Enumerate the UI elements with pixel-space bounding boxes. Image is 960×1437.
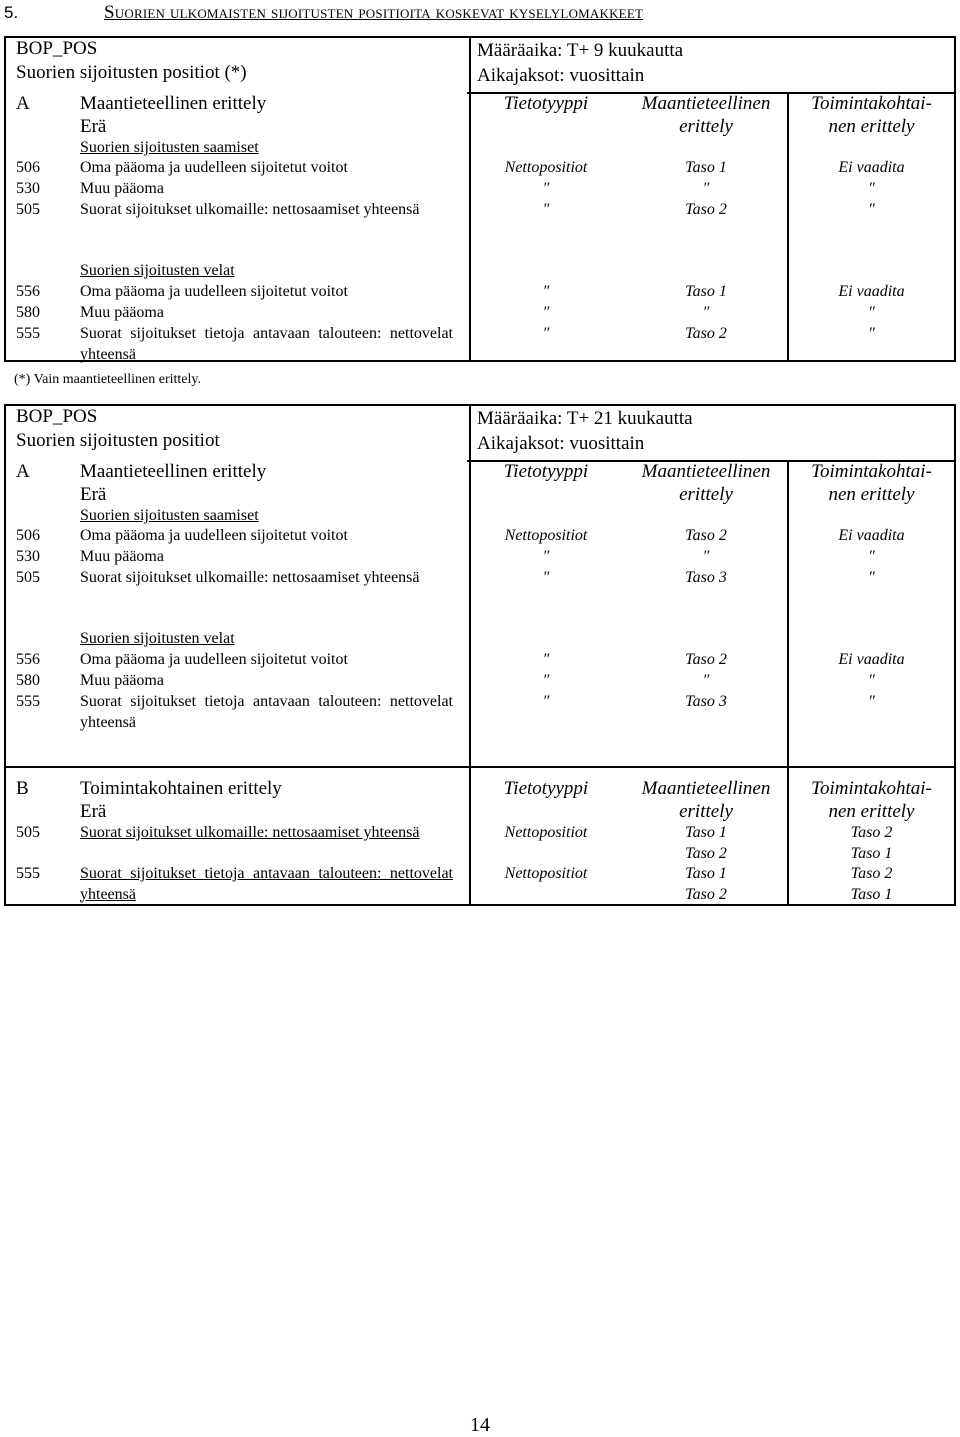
row-activity: ″: [868, 672, 875, 689]
row-geo: ″: [702, 672, 710, 689]
row-activity-2: Taso 1: [850, 886, 893, 903]
item-header: Erä: [80, 116, 107, 137]
row-type: ″: [542, 693, 550, 710]
col-header-type: Tietotyyppi: [503, 461, 589, 482]
part-b-col-activity: Toimintakohtai-: [811, 778, 932, 799]
col-header-activity: Toimintakohtai-: [811, 93, 932, 114]
row-activity: ″: [868, 304, 875, 321]
row-geo-2: Taso 2: [685, 886, 727, 903]
section-title: Suorien ulkomaisten sijoitusten positioita koskevat kyselylomakkeet: [104, 2, 644, 23]
col-header-geo-2: erittely: [679, 484, 733, 505]
row-type: Nettopositiot: [504, 159, 588, 176]
row-label: Muu pääoma: [80, 304, 164, 321]
row-label: Suorat sijoitukset ulkomaille: nettosaamiset yhteensä: [80, 201, 420, 218]
row-type: Nettopositiot: [504, 865, 588, 882]
row-code: 506: [16, 159, 40, 176]
liabilities-heading: Suorien sijoitusten velat: [80, 630, 235, 647]
row-geo: ″: [702, 304, 710, 321]
form-code: BOP_POS: [16, 406, 98, 427]
part-b-col-type: Tietotyyppi: [503, 778, 589, 799]
row-activity: Ei vaadita: [838, 159, 905, 176]
row-type: ″: [542, 201, 550, 218]
col-header-activity: Toimintakohtai-: [811, 461, 932, 482]
row-activity: ″: [868, 569, 875, 586]
row-activity: Ei vaadita: [838, 651, 905, 668]
row-label: Suorat sijoitukset ulkomaille: nettosaamiset yhteensä: [80, 824, 420, 841]
part-title: Maantieteellinen erittely: [80, 461, 267, 482]
liabilities-heading: Suorien sijoitusten velat: [80, 262, 235, 279]
row-label: Muu pääoma: [80, 672, 164, 689]
row-activity: ″: [868, 548, 875, 565]
row-geo: Taso 2: [685, 651, 727, 668]
row-type: ″: [542, 672, 550, 689]
row-label: Muu pääoma: [80, 180, 164, 197]
section-heading: [4, 2, 644, 24]
row-label: Suorat sijoitukset tietoja antavaan talouteen: nettovelat yhteensä: [80, 865, 453, 903]
deadline: Määräaika: T+ 9 kuukautta: [477, 40, 684, 61]
row-activity: ″: [868, 201, 875, 218]
row-geo: ″: [702, 180, 710, 197]
row-code: 556: [16, 283, 40, 300]
row-activity: ″: [868, 325, 875, 342]
reporting-periods: Aikajaksot: vuosittain: [477, 65, 645, 86]
row-code: 505: [16, 201, 40, 218]
row-geo: Taso 2: [685, 527, 727, 544]
row-code: 505: [16, 569, 40, 586]
col-header-geo: Maantieteellinen: [641, 93, 771, 114]
item-header: Erä: [80, 484, 107, 505]
row-geo: Taso 1: [685, 159, 727, 176]
part-title: Maantieteellinen erittely: [80, 93, 267, 114]
part-b-col-geo: Maantieteellinen: [641, 778, 771, 799]
row-code: 580: [16, 672, 40, 689]
row-geo: Taso 3: [685, 693, 727, 710]
col-header-geo-2: erittely: [679, 116, 733, 137]
row-geo: Taso 2: [685, 201, 727, 218]
row-type: Nettopositiot: [504, 527, 588, 544]
part-b-title: Toimintakohtainen erittely: [80, 778, 282, 799]
row-activity: Ei vaadita: [838, 283, 905, 300]
part-b-col-activity-2: nen erittely: [828, 801, 915, 822]
row-code: 530: [16, 180, 40, 197]
row-code: 580: [16, 304, 40, 321]
row-geo: Taso 3: [685, 569, 727, 586]
row-label: Suorat sijoitukset tietoja antavaan talouteen: nettovelat yhteensä: [80, 693, 453, 731]
assets-heading: Suorien sijoitusten saamiset: [80, 507, 259, 524]
footnote: (*) Vain maantieteellinen erittely.: [14, 372, 201, 387]
row-label: Oma pääoma ja uudelleen sijoitetut voitot: [80, 159, 348, 176]
col-header-activity-2: nen erittely: [828, 116, 915, 137]
assets-heading: Suorien sijoitusten saamiset: [80, 139, 259, 156]
row-label: Suorat sijoitukset tietoja antavaan talouteen: nettovelat yhteensä: [80, 325, 453, 363]
row-type: ″: [542, 304, 550, 321]
row-type: ″: [542, 569, 550, 586]
row-type: Nettopositiot: [504, 824, 588, 841]
row-geo: Taso 2: [685, 325, 727, 342]
row-activity: Ei vaadita: [838, 527, 905, 544]
part-b-col-geo-2: erittely: [679, 801, 733, 822]
form-code: BOP_POS: [16, 38, 98, 59]
col-header-activity-2: nen erittely: [828, 484, 915, 505]
row-label: Oma pääoma ja uudelleen sijoitetut voitot: [80, 527, 348, 544]
row-code: 555: [16, 693, 40, 710]
row-label: Oma pääoma ja uudelleen sijoitetut voitot: [80, 283, 348, 300]
row-activity-2: Taso 1: [850, 845, 893, 862]
row-geo: Taso 1: [685, 865, 727, 882]
row-code: 505: [16, 824, 40, 841]
page-number: 14: [470, 1414, 490, 1436]
row-geo: Taso 1: [685, 824, 727, 841]
row-type: ″: [542, 283, 550, 300]
row-code: 555: [16, 325, 40, 342]
section-number: 5.: [4, 3, 19, 22]
row-label: Muu pääoma: [80, 548, 164, 565]
reporting-periods: Aikajaksot: vuosittain: [477, 433, 645, 454]
row-activity: Taso 2: [850, 824, 893, 841]
row-geo: Taso 1: [685, 283, 727, 300]
row-activity: ″: [868, 180, 875, 197]
row-type: ″: [542, 325, 550, 342]
col-header-type: Tietotyyppi: [503, 93, 589, 114]
part-b-item-header: Erä: [80, 801, 107, 822]
row-code: 556: [16, 651, 40, 668]
part-b-letter: B: [16, 778, 29, 799]
row-activity: Taso 2: [850, 865, 893, 882]
row-code: 530: [16, 548, 40, 565]
form-subtitle: Suorien sijoitusten positiot: [16, 430, 220, 451]
form-subtitle: Suorien sijoitusten positiot (*): [16, 62, 247, 83]
row-label: Suorat sijoitukset ulkomaille: nettosaamiset yhteensä: [80, 569, 420, 586]
deadline: Määräaika: T+ 21 kuukautta: [477, 408, 693, 429]
row-label: Oma pääoma ja uudelleen sijoitetut voitot: [80, 651, 348, 668]
row-type: ″: [542, 548, 550, 565]
col-header-geo: Maantieteellinen: [641, 461, 771, 482]
part-letter: A: [16, 461, 30, 482]
row-type: ″: [542, 180, 550, 197]
row-activity: ″: [868, 693, 875, 710]
row-geo-2: Taso 2: [685, 845, 727, 862]
table-1: [4, 36, 956, 362]
row-type: ″: [542, 651, 550, 668]
row-code: 555: [16, 865, 40, 882]
row-code: 506: [16, 527, 40, 544]
row-geo: ″: [702, 548, 710, 565]
table-2: [4, 404, 956, 906]
part-letter: A: [16, 93, 30, 114]
